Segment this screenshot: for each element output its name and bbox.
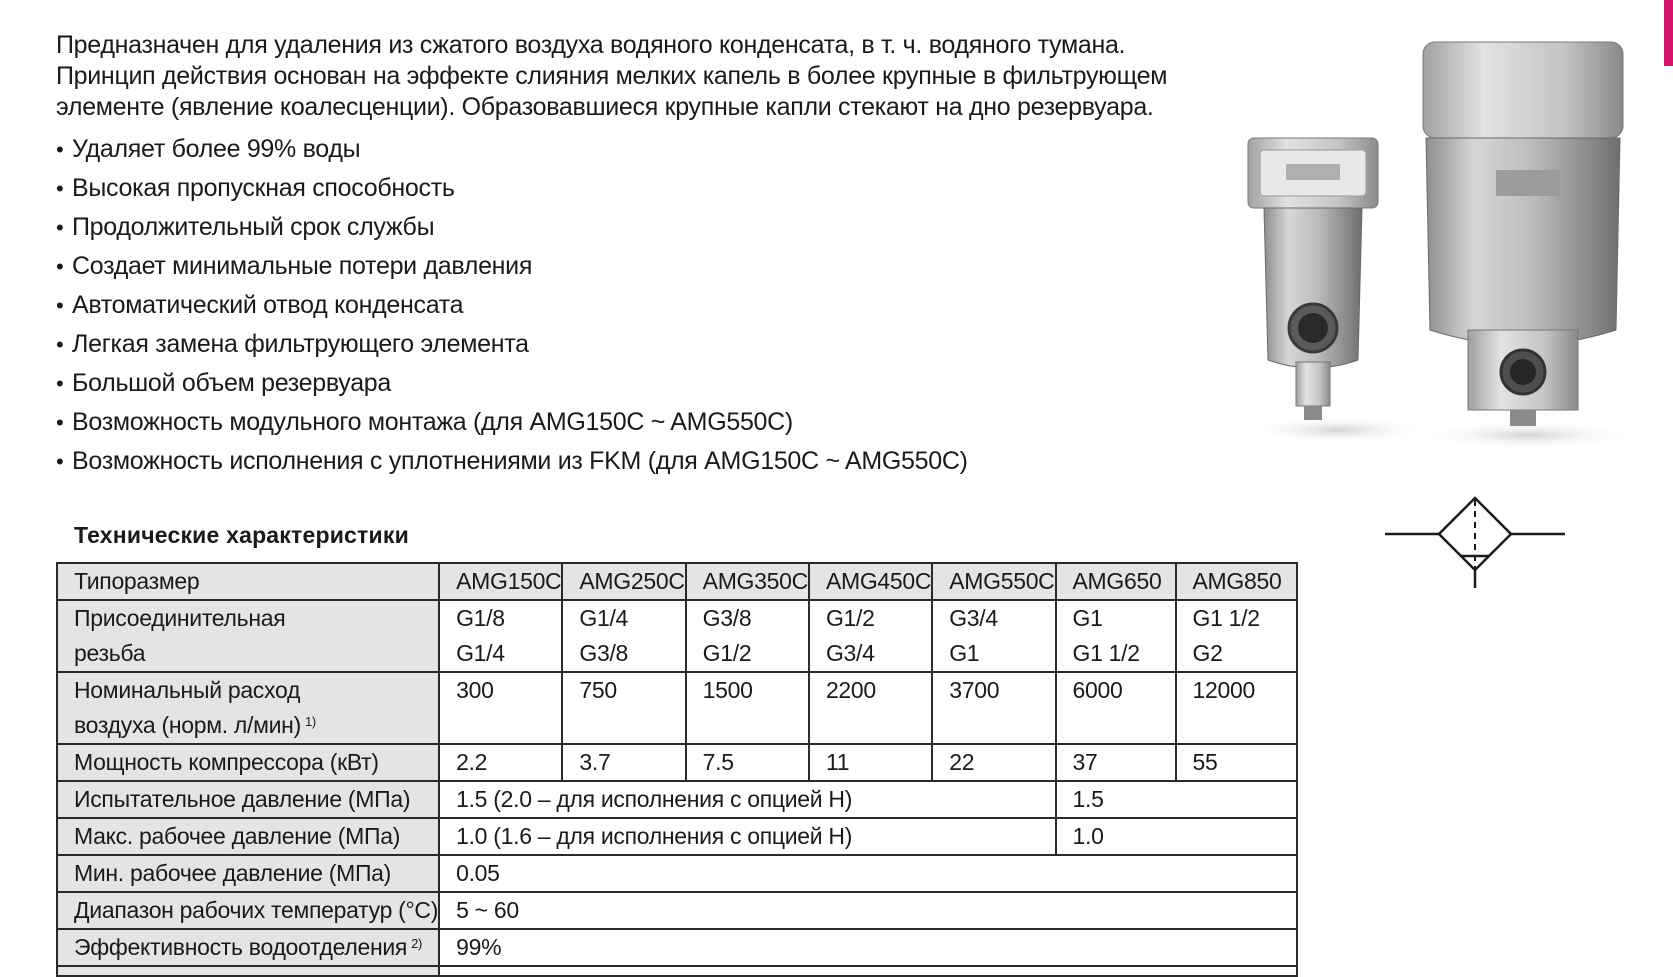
table-cell: 99% (439, 929, 1296, 966)
table-row (57, 744, 1297, 781)
bullet-icon: • (56, 176, 64, 201)
footnote-mark: 1) (304, 714, 316, 729)
table-row (57, 892, 1297, 929)
table-cell: 2.2 (439, 744, 562, 781)
bullet-icon: • (56, 215, 64, 240)
row-label-min-pressure: Мин. рабочее давление (МПа) (57, 855, 439, 892)
table-cell: 37 (1056, 744, 1176, 781)
table-row (57, 600, 1297, 672)
list-item: • Высокая пропускная способность (56, 169, 968, 208)
table-cell: 1.5 (2.0 – для исполнения с опцией H) (439, 781, 1055, 818)
table-cell: G1/4 G3/8 (562, 600, 685, 672)
feature-list (56, 130, 968, 481)
row-label-max-pressure: Макс. рабочее давление (МПа) (57, 818, 439, 855)
list-item: • Создает минимальные потери давления (56, 247, 968, 286)
table-cell: 5 ~ 60 (439, 892, 1296, 929)
table-cell: G1 1/2 G2 (1176, 600, 1297, 672)
table-cell: 22 (932, 744, 1055, 781)
intro-line: Предназначен для удаления из сжатого воздуха водяного конденсата, в т. ч. водяного тумана. (56, 31, 1126, 59)
bullet-icon: • (56, 410, 64, 435)
table-cell: G1 G1 1/2 (1056, 600, 1176, 672)
table-cell (57, 966, 439, 976)
row-label-efficiency: Эффективность водоотделения $^{2)}$ (57, 929, 439, 966)
table-cell: 55 (1176, 744, 1297, 781)
model-header: AMG350C (686, 563, 809, 600)
table-cell: 0.05 (439, 855, 1296, 892)
intro-line: элементе (явление коалесценции). Образовавшиеся крупные капли стекают на дно резервуара. (56, 93, 1154, 121)
table-cell: 750 (562, 672, 685, 744)
model-header: AMG550C (932, 563, 1055, 600)
row-label-temperature: Диапазон рабочих температур (°C) (57, 892, 439, 929)
table-row (57, 672, 1297, 744)
table-row (57, 966, 1297, 976)
footnote-mark: 2) (411, 936, 423, 951)
table-row (57, 818, 1297, 855)
intro-line: Принцип действия основан на эффекте слияния мелких капель в более крупные в фильтрующем (56, 62, 1168, 90)
row-label-size: Типоразмер (57, 563, 439, 600)
table-cell: 12000 (1176, 672, 1297, 744)
page-edge-accent (1664, 0, 1673, 66)
model-header: AMG150C (439, 563, 562, 600)
table-row (57, 781, 1297, 818)
table-row (57, 929, 1297, 966)
model-header: AMG450C (809, 563, 932, 600)
table-cell: G1/8 G1/4 (439, 600, 562, 672)
bullet-icon: • (56, 332, 64, 357)
table-cell: 7.5 (686, 744, 809, 781)
list-item: • Большой объем резервуара (56, 364, 968, 403)
filter-separator-symbol-icon (1385, 494, 1565, 590)
table-row (57, 855, 1297, 892)
row-label-thread: Присоединительная резьба (57, 600, 439, 672)
list-item: • Возможность модульного монтажа (для AMG150C ~ AMG550C) (56, 403, 968, 442)
model-header: AMG250C (562, 563, 685, 600)
table-row (57, 563, 1297, 600)
table-cell: 300 (439, 672, 562, 744)
list-item: • Удаляет более 99% воды (56, 130, 968, 169)
table-cell: G3/8 G1/2 (686, 600, 809, 672)
table-cell: 3.7 (562, 744, 685, 781)
table-cell: 1500 (686, 672, 809, 744)
row-label-flow: Номинальный расход воздуха (норм. л/мин) $^{1)}$ (57, 672, 439, 744)
bullet-icon: • (56, 254, 64, 279)
row-label-power: Мощность компрессора (кВт) (57, 744, 439, 781)
table-cell: 11 (809, 744, 932, 781)
list-item: • Легкая замена фильтрующего элемента (56, 325, 968, 364)
list-item: • Автоматический отвод конденсата (56, 286, 968, 325)
table-cell: 1.0 (1.6 – для исполнения с опцией H) (439, 818, 1055, 855)
list-item: • Продолжительный срок службы (56, 208, 968, 247)
table-cell: 3700 (932, 672, 1055, 744)
bullet-icon: • (56, 137, 64, 162)
bullet-icon: • (56, 371, 64, 396)
bullet-icon: • (56, 449, 64, 474)
list-item: • Возможность исполнения с уплотнениями из FKM (для AMG150C ~ AMG550C) (56, 442, 968, 481)
table-cell: 1.5 (1056, 781, 1297, 818)
air-filter-photo-icon (1238, 30, 1648, 450)
row-label-test-pressure: Испытательное давление (МПа) (57, 781, 439, 818)
specs-title: Технические характеристики (74, 522, 409, 548)
specs-table (56, 562, 1298, 977)
table-cell: 1.0 (1056, 818, 1297, 855)
intro-text (56, 30, 1176, 123)
model-header: AMG850 (1176, 563, 1297, 600)
bullet-icon: • (56, 293, 64, 318)
model-header: AMG650 (1056, 563, 1176, 600)
table-cell (439, 966, 1296, 976)
table-cell: 6000 (1056, 672, 1176, 744)
table-cell: 2200 (809, 672, 932, 744)
table-cell: G3/4 G1 (932, 600, 1055, 672)
table-cell: G1/2 G3/4 (809, 600, 932, 672)
